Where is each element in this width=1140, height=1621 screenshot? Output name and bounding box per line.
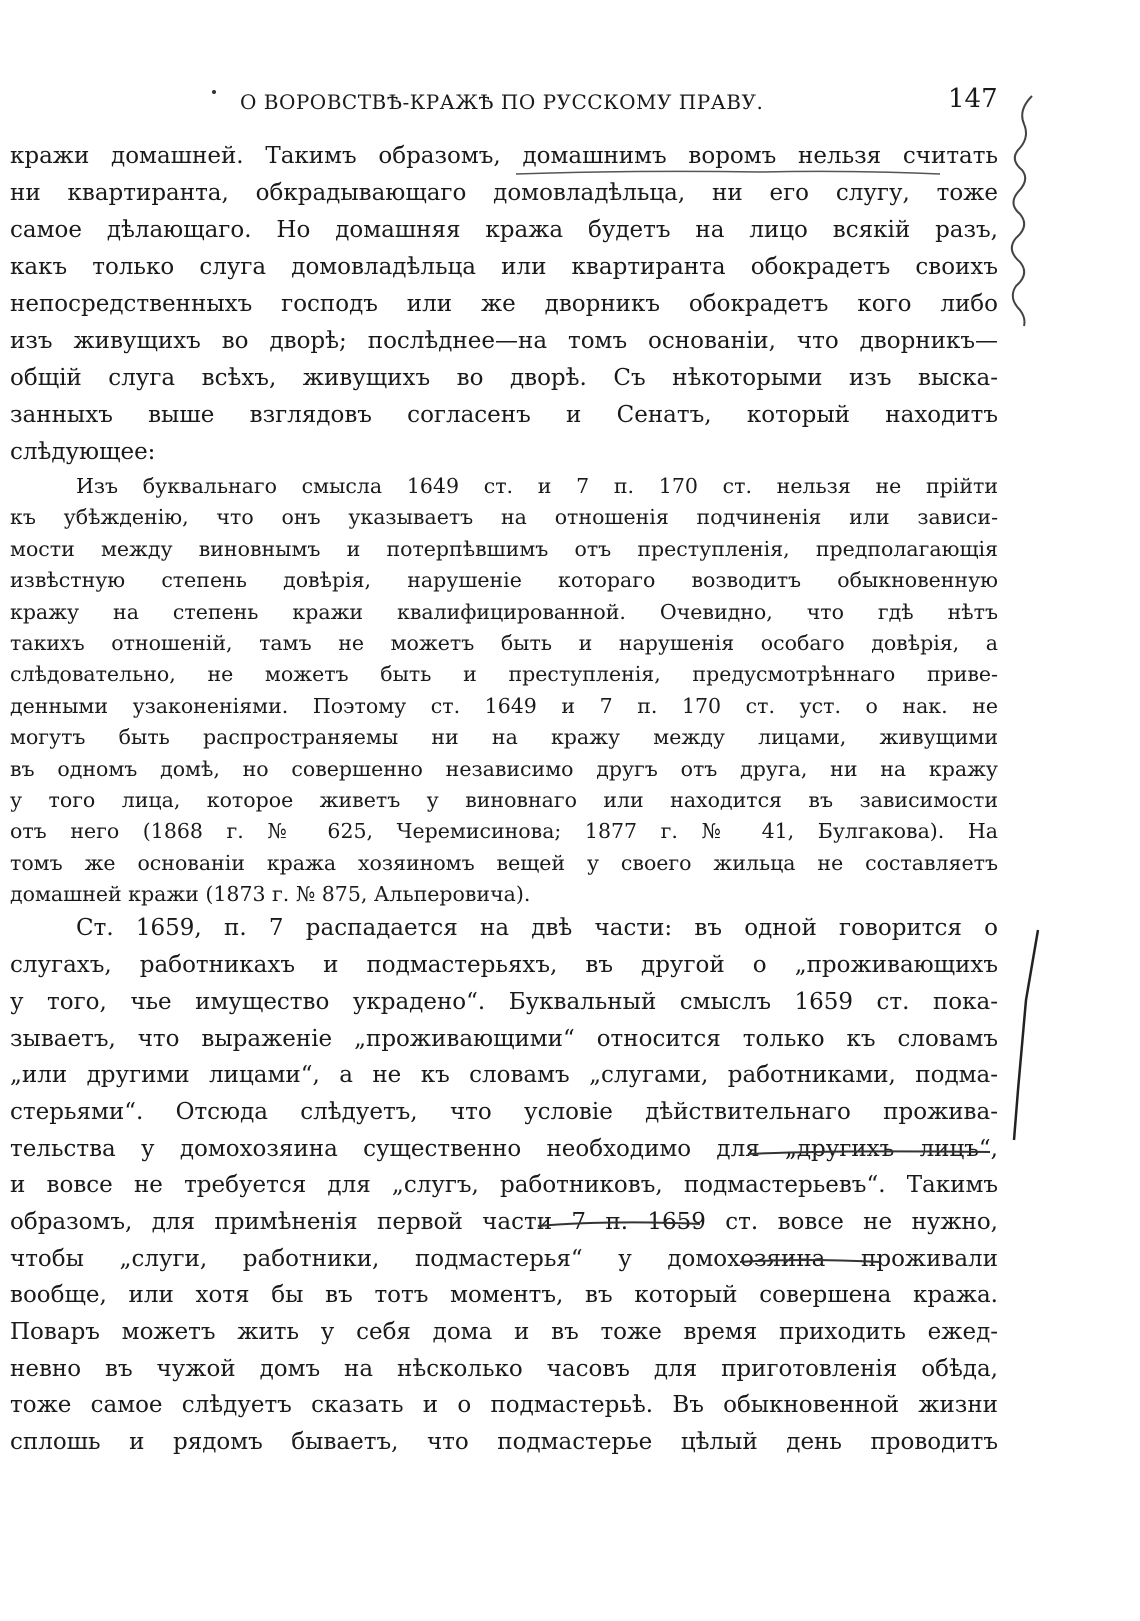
senate-quote	[10, 471, 998, 910]
text-line: самое дѣлающаго. Но домашняя кража будетъ на лицо всякій разъ,	[10, 217, 998, 243]
quote-line: извѣстную степень довѣрія, нарушеніе котораго возводитъ обыкновенную	[10, 568, 998, 593]
margin-vertical-line	[1014, 930, 1038, 1140]
text-line: вообще, или хотя бы въ тотъ моментъ, въ который совершена кража.	[10, 1282, 998, 1309]
body-text	[10, 138, 998, 1461]
quote-line: въ одномъ домѣ, но совершенно независимо другъ отъ друга, ни на кражу	[10, 756, 998, 781]
text-line: какъ только слуга домовладѣльца или квартиранта обокрадетъ своихъ	[10, 254, 998, 280]
quote-line: томъ же основаніи кража хозяиномъ вещей у своего жильца не составляетъ	[10, 850, 998, 875]
quote-line: къ убѣжденію, что онъ указываетъ на отношенія подчиненія или зависи-	[10, 505, 998, 530]
margin-wavy-bracket	[1012, 96, 1032, 326]
text-line: Поваръ можетъ жить у себя дома и въ тоже время приходить ежед-	[10, 1319, 998, 1346]
text-line: тоже самое слѣдуетъ сказать и о подмастерьѣ. Въ обыкновенной жизни	[10, 1392, 998, 1419]
quote-line: денными узаконеніями. Поэтому ст. 1649 и 7 п. 170 ст. уст. о нак. не	[10, 693, 998, 718]
quote-line: такихъ отношеній, тамъ не можетъ быть и нарушенія особаго довѣрія, а	[10, 630, 998, 655]
text-line: кражи домашней. Такимъ образомъ, домашнимъ воромъ нельзя считать	[10, 143, 998, 169]
quote-line: у того лица, которое живетъ у виновнаго или находится въ зависимости	[10, 787, 998, 812]
text-line: „или другими лицами“, а не къ словамъ „слугами, работниками, подма-	[10, 1062, 998, 1089]
page-number: 147	[948, 84, 998, 114]
paragraph-1	[10, 138, 998, 471]
text-line: зываетъ, что выраженіе „проживающими“ относится только къ словамъ	[10, 1025, 998, 1052]
quote-line: слѣдовательно, не можетъ быть и преступленія, предусмотрѣннаго приве-	[10, 662, 998, 687]
text-line: чтобы „слуги, работники, подмастерья“ у домохозяина проживали	[10, 1245, 998, 1272]
text-line: образомъ, для примѣненія первой части 7 п. 1659 ст. вовсе не нужно,	[10, 1208, 998, 1235]
quote-line: отъ него (1868 г. № 625, Черемисинова; 1877 г. № 41, Булгакова). На	[10, 819, 998, 844]
quote-line: домашней кражи (1873 г. № 875, Альперовича).	[10, 882, 531, 907]
quote-line: мости между виновнымъ и потерпѣвшимъ отъ преступленія, предполагающія	[10, 536, 998, 561]
text-line: Ст. 1659, п. 7 распадается на двѣ части: въ одной говорится о	[76, 915, 998, 942]
quote-line: Изъ буквальнаго смысла 1649 ст. и 7 п. 170 ст. нельзя не прійти	[76, 474, 998, 498]
text-line: тельства у домохозяина существенно необходимо для „другихъ лицъ“,	[10, 1135, 998, 1162]
text-line: занныхъ выше взглядовъ согласенъ и Сенатъ, который находитъ	[10, 402, 998, 428]
text-line: у того, чье имущество украдено“. Буквальный смыслъ 1659 ст. пока-	[10, 988, 998, 1015]
quote-line: кражу на степень кражи квалифицированной. Очевидно, что гдѣ нѣтъ	[10, 599, 998, 624]
running-title: О ВОРОВСТВѢ-КРАЖѢ ПО РУССКОМУ ПРАВУ.	[240, 90, 764, 114]
text-line: ни квартиранта, обкрадывающаго домовладѣльца, ни его слугу, тоже	[10, 180, 998, 206]
text-line: изъ живущихъ во дворѣ; послѣднее—на томъ основаніи, что дворникъ—	[10, 328, 998, 354]
quote-line: могутъ быть распространяемы ни на кражу между лицами, живущими	[10, 725, 998, 750]
text-line: слѣдующее:	[10, 439, 156, 465]
text-line: невно въ чужой домъ на нѣсколько часовъ для приготовленія обѣда,	[10, 1355, 998, 1382]
running-header	[0, 84, 1140, 124]
text-line: слугахъ, работникахъ и подмастерьяхъ, въ другой о „проживающихъ	[10, 952, 998, 979]
text-line: сплошь и рядомъ бываетъ, что подмастерье цѣлый день проводитъ	[10, 1429, 998, 1456]
text-line: стерьями“. Отсюда слѣдуетъ, что условіе дѣйствительнаго прожива-	[10, 1098, 998, 1125]
text-line: и вовсе не требуется для „слугъ, работниковъ, подмастерьевъ“. Такимъ	[10, 1172, 998, 1199]
text-line: непосредственныхъ господъ или же дворникъ обокрадетъ кого либо	[10, 291, 998, 317]
text-line: общій слуга всѣхъ, живущихъ во дворѣ. Съ нѣкоторыми изъ выска-	[10, 365, 998, 391]
paragraph-2	[10, 910, 998, 1460]
